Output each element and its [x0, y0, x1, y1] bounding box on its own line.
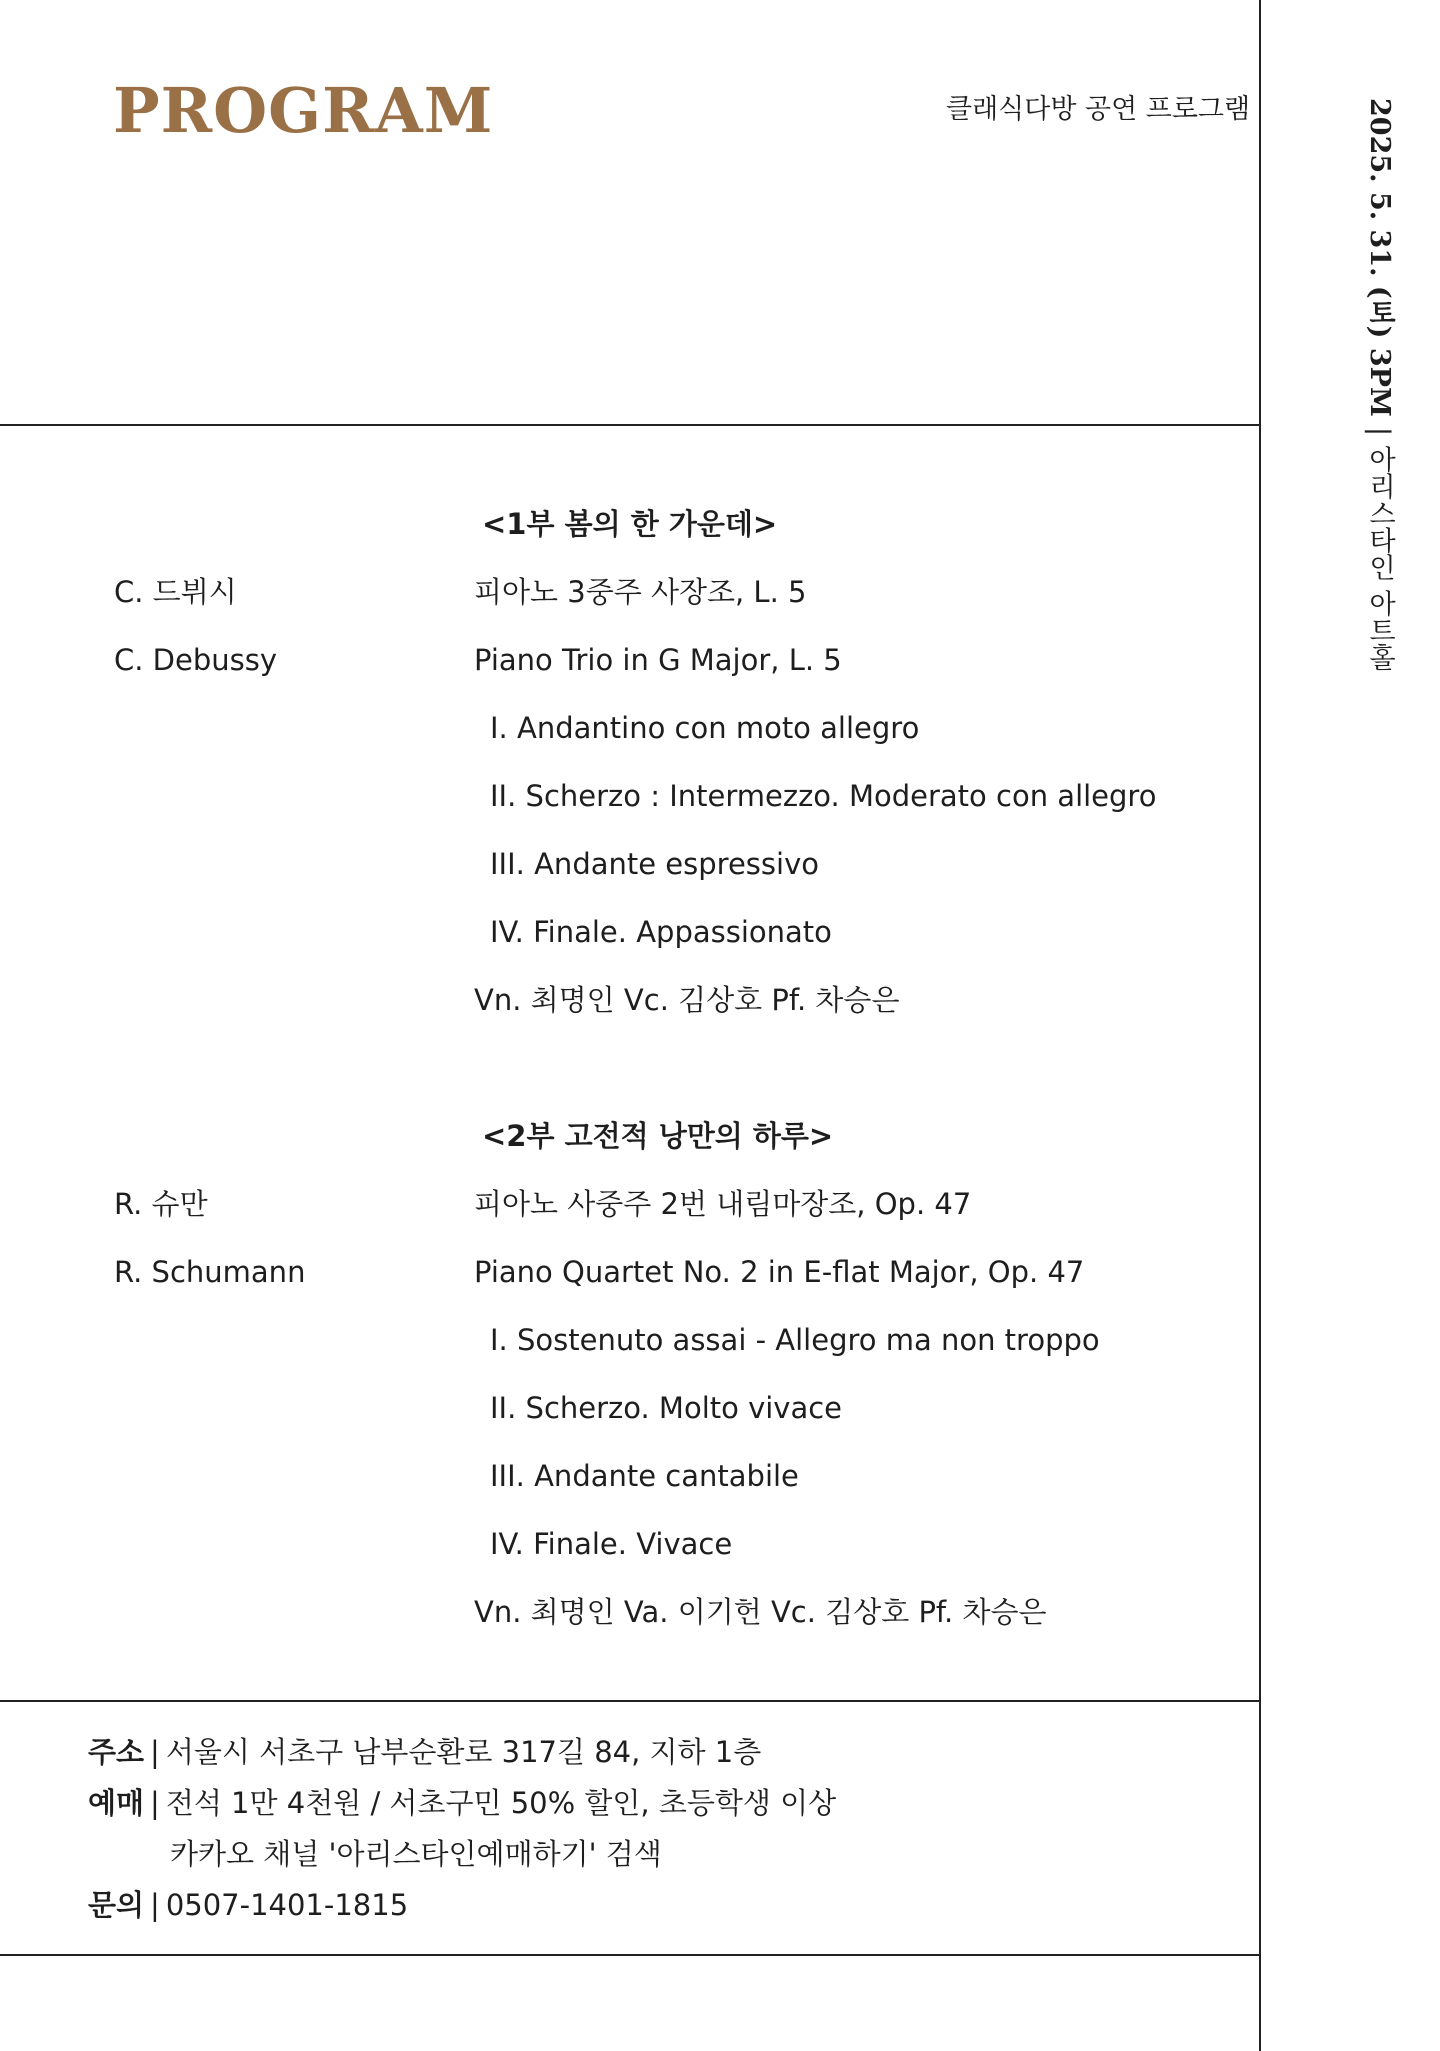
program-bottom-divider — [0, 1700, 1259, 1702]
part1-work-ko: 피아노 3중주 사장조, L. 5 — [474, 575, 807, 609]
part1-work-en: Piano Trio in G Major, L. 5 — [474, 643, 842, 677]
event-date-venue — [1366, 98, 1393, 671]
vertical-divider — [1259, 0, 1261, 2051]
contact-value: 0507-1401-1815 — [165, 1888, 409, 1922]
ticket-divider: | — [150, 1786, 160, 1820]
part1-movement-2: II. Scherzo : Intermezzo. Moderato con allegro — [490, 779, 1157, 813]
ticket-label: 예매 — [88, 1786, 145, 1820]
date-venue-separator: | — [1364, 426, 1395, 436]
event-date: 2025. 5. 31. (토) 3PM — [1364, 98, 1395, 417]
part1-composer-en: C. Debussy — [114, 643, 278, 677]
part2-movement-4: IV. Finale. Vivace — [490, 1527, 733, 1561]
contact-divider: | — [150, 1888, 160, 1922]
part2-movement-2: II. Scherzo. Molto vivace — [490, 1391, 843, 1425]
ticket-note: 카카오 채널 '아리스타인예매하기' 검색 — [170, 1837, 662, 1871]
part1-performers: Vn. 최명인 Vc. 김상호 Pf. 차승은 — [474, 983, 900, 1017]
address-label: 주소 — [88, 1735, 145, 1769]
part2-work-ko: 피아노 사중주 2번 내림마장조, Op. 47 — [474, 1187, 972, 1221]
info-bottom-divider — [0, 1954, 1259, 1956]
page-subtitle: 클래식다방 공연 프로그램 — [946, 94, 1251, 125]
part1-heading: <1부 봄의 한 가운데> — [482, 507, 778, 541]
page-title: PROGRAM — [113, 74, 494, 147]
ticket-value: 전석 1만 4천원 / 서초구민 50% 할인, 초등학생 이상 — [165, 1786, 837, 1820]
contact-label: 문의 — [88, 1888, 145, 1922]
part2-movement-3: III. Andante cantabile — [490, 1459, 799, 1493]
part1-composer-ko: C. 드뷔시 — [114, 575, 237, 609]
address-row — [88, 1735, 762, 1769]
part1-movement-3: III. Andante espressivo — [490, 847, 819, 881]
part2-work-en: Piano Quartet No. 2 in E-flat Major, Op. 47 — [474, 1255, 1085, 1289]
address-divider: | — [150, 1735, 160, 1769]
address-value: 서울시 서초구 남부순환로 317길 84, 지하 1층 — [165, 1735, 762, 1769]
part1-movement-1: I. Andantino con moto allegro — [490, 711, 920, 745]
part2-composer-ko: R. 슈만 — [114, 1187, 208, 1221]
part2-performers: Vn. 최명인 Va. 이기헌 Vc. 김상호 Pf. 차승은 — [474, 1595, 1047, 1629]
part1-movement-4: IV. Finale. Appassionato — [490, 915, 832, 949]
event-venue: 아리스타인 아트홀 — [1364, 445, 1395, 671]
ticket-row — [88, 1786, 837, 1820]
header-divider — [0, 424, 1259, 426]
part2-movement-1: I. Sostenuto assai - Allegro ma non troppo — [490, 1323, 1100, 1357]
part2-heading: <2부 고전적 낭만의 하루> — [482, 1119, 834, 1153]
part2-composer-en: R. Schumann — [114, 1255, 306, 1289]
contact-row — [88, 1888, 409, 1922]
